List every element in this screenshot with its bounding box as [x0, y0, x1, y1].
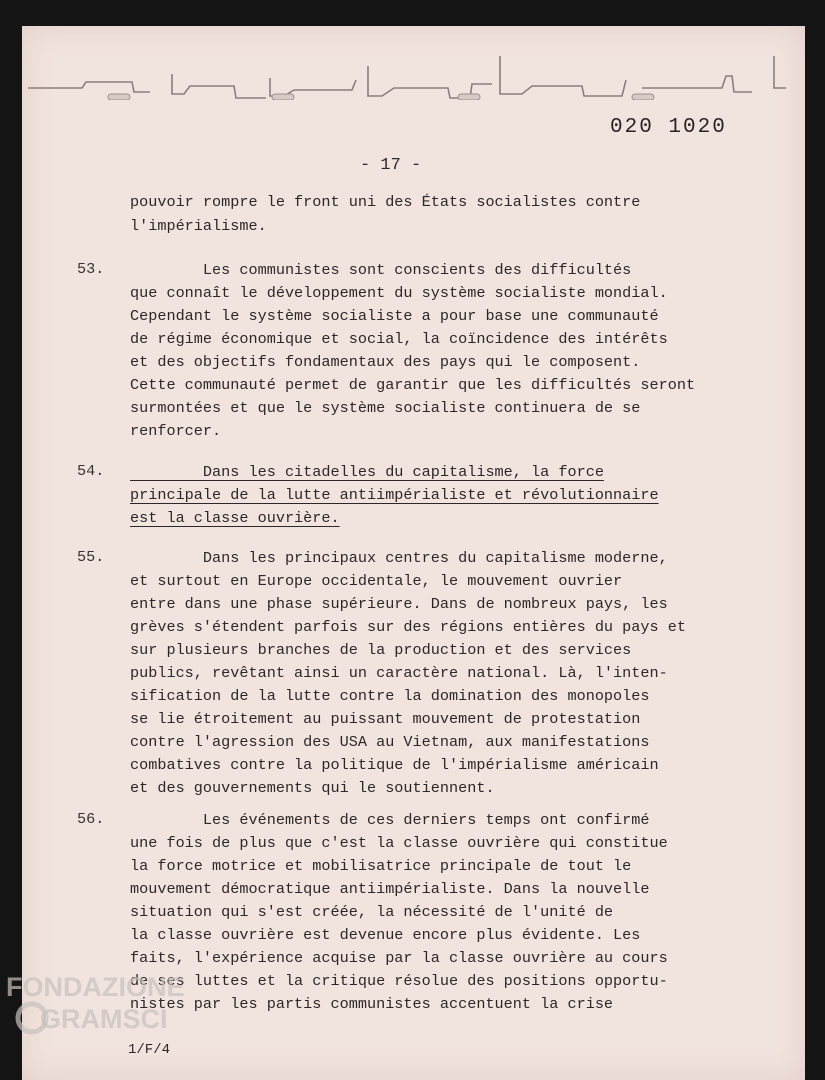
text-line: pouvoir rompre le front uni des États socialistes contre	[130, 193, 641, 211]
text-line: la classe ouvrière est devenue encore plus évidente. Les	[130, 926, 641, 944]
text-line: publics, revêtant ainsi un caractère national. Là, l'inten-	[130, 664, 668, 682]
watermark-line-2: GRAMSCI	[40, 1004, 168, 1034]
text-line: la force motrice et mobilisatrice principale de tout le	[130, 857, 632, 875]
fondazione-gramsci-watermark	[0, 962, 194, 1042]
footer-code: 1/F/4	[128, 1042, 171, 1058]
text-line: Cependant le système socialiste a pour base une communauté	[130, 307, 659, 325]
text-line: l'impérialisme.	[130, 217, 267, 235]
text-line: Les événements de ces derniers temps ont confirmé	[130, 811, 650, 829]
text-line: surmontées et que le système socialiste continuera de se	[130, 399, 641, 417]
page-number: - 17 -	[360, 156, 422, 175]
paragraph-number: 55.	[77, 548, 105, 566]
section-heading-line: Dans les citadelles du capitalisme, la force	[130, 463, 604, 481]
text-line: situation qui s'est créée, la nécessité de l'unité de	[130, 903, 614, 921]
text-line: une fois de plus que c'est la classe ouvrière qui constitue	[130, 834, 668, 852]
text-line: sur plusieurs branches de la production et des services	[130, 641, 632, 659]
watermark-line-1: FONDAZIONE	[6, 972, 185, 1002]
text-line: entre dans une phase supérieure. Dans de nombreux pays, les	[130, 595, 668, 613]
document-number: 020 1020	[610, 116, 727, 139]
text-line: et surtout en Europe occidentale, le mouvement ouvrier	[130, 572, 623, 590]
paragraph-number: 56.	[77, 810, 105, 828]
text-line: et des objectifs fondamentaux des pays qui le composent.	[130, 353, 641, 371]
text-line: mouvement démocratique antiimpérialiste. Dans la nouvelle	[130, 880, 650, 898]
text-line: nistes par les partis communistes accentuent la crise	[130, 995, 614, 1013]
text-line: Cette communauté permet de garantir que les difficultés seront	[130, 376, 696, 394]
text-line: que connaît le développement du système socialiste mondial.	[130, 284, 668, 302]
text-line: Les communistes sont conscients des difficultés	[130, 261, 632, 279]
text-line: Dans les principaux centres du capitalisme moderne,	[130, 549, 668, 567]
text-line: de ses luttes et la critique résolue des positions opportu-	[130, 972, 668, 990]
text-line: de régime économique et social, la coïncidence des intérêts	[130, 330, 668, 348]
text-line: et des gouvernements qui le soutiennent.	[130, 779, 495, 797]
text-line: contre l'agression des USA au Vietnam, aux manifestations	[130, 733, 650, 751]
text-line: grèves s'étendent parfois sur des régions entières du pays et	[130, 618, 686, 636]
section-heading-line: est la classe ouvrière.	[130, 509, 340, 527]
text-line: renforcer.	[130, 422, 222, 440]
document-page	[22, 26, 805, 1080]
text-line: faits, l'expérience acquise par la classe ouvrière au cours	[130, 949, 668, 967]
text-line: sification de la lutte contre la domination des monopoles	[130, 687, 650, 705]
text-line: combatives contre la politique de l'impérialisme américain	[130, 756, 659, 774]
section-heading-line: principale de la lutte antiimpérialiste et révolutionnaire	[130, 486, 659, 504]
paragraph-number: 54.	[77, 462, 105, 480]
binder-punch-marks	[22, 26, 805, 100]
text-line: se lie étroitement au puissant mouvement de protestation	[130, 710, 641, 728]
paragraph-number: 53.	[77, 260, 105, 278]
